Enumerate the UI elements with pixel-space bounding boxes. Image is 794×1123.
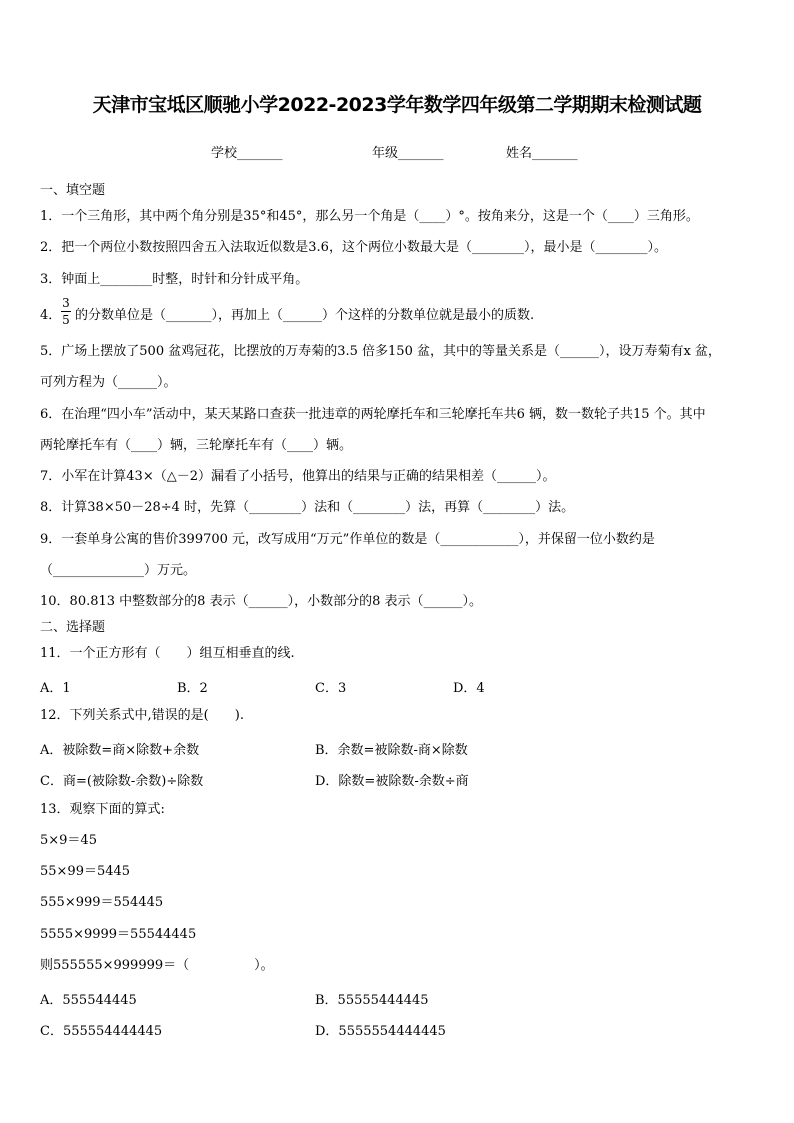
question-12: 12．下列关系式中,错误的是( ). — [40, 708, 244, 723]
q12-option-b: B．余数=被除数-商×除数 — [315, 743, 468, 758]
name-field: 姓名_______ — [506, 146, 578, 161]
q13-option-c: C．555554444445 — [40, 1024, 163, 1039]
q11-option-c: C．3 — [315, 681, 347, 696]
q13-equation-4: 5555×9999＝55544445 — [40, 927, 197, 942]
grade-field: 年级_______ — [372, 146, 444, 161]
question-6-line-1: 6．在治理“四小车”活动中，某天某路口查获一批违章的两轮摩托车和三轮摩托车共6 辆，数一数轮子共15 个。其中 — [40, 407, 706, 422]
question-13: 13．观察下面的算式: — [40, 802, 165, 817]
q11-option-a: A．1 — [40, 681, 71, 696]
q13-question: 则555555×999999＝（ ）。 — [40, 958, 274, 973]
q13-option-a: A．555544445 — [40, 993, 137, 1008]
question-3: 3．钟面上________时整，时针和分针成平角。 — [40, 272, 309, 287]
question-2: 2．把一个两位小数按照四舍五入法取近似数是3.6，这个两位小数最大是（________），最小是（________）。 — [40, 240, 667, 255]
question-6-line-2: 两轮摩托车有（____）辆，三轮摩托车有（____）辆。 — [40, 438, 353, 453]
q12-option-a: A．被除数=商×除数+余数 — [40, 743, 200, 758]
question-7: 7．小军在计算43×（△－2）漏看了小括号，他算出的结果与正确的结果相差（______）。 — [40, 469, 556, 484]
q13-equation-1: 5×9＝45 — [40, 833, 97, 848]
question-10: 10．80.813 中整数部分的8 表示（______），小数部分的8 表示（______）。 — [40, 594, 482, 609]
question-5-line-2: 可列方程为（______）。 — [40, 375, 177, 390]
question-11: 11．一个正方形有（ ）组互相垂直的线. — [40, 646, 295, 661]
section-fill-heading: 一、填空题 — [40, 183, 106, 198]
fraction-numerator: 3 — [62, 296, 70, 310]
q12-option-c: C．商=(被除数-余数)÷除数 — [40, 774, 204, 789]
question-5-line-1: 5．广场上摆放了500 盆鸡冠花，比摆放的万寿菊的3.5 倍多150 盆，其中的等量关系是（______），设万寿菊有x 盆， — [40, 344, 721, 359]
q13-equation-2: 55×99＝5445 — [40, 864, 131, 879]
q13-option-d: D．5555554444445 — [315, 1024, 446, 1039]
school-field: 学校_______ — [211, 146, 283, 161]
fraction-denominator: 5 — [62, 313, 70, 327]
question-4-number: 4． — [40, 308, 62, 323]
question-9-line-2: （______________）万元。 — [40, 563, 197, 578]
q12-option-d: D．除数=被除数-余数÷商 — [315, 774, 469, 789]
question-1: 1．一个三角形，其中两个角分别是35°和45°，那么另一个角是（____）°。按角来分，这是一个（____）三角形。 — [40, 209, 699, 224]
q11-option-b: B．2 — [177, 681, 208, 696]
q13-equation-3: 555×999＝554445 — [40, 895, 164, 910]
fraction-three-fifths — [61, 296, 71, 327]
question-4-text: 的分数单位是（_______），再加上（______）个这样的分数单位就是最小的质数. — [75, 308, 535, 323]
page-title: 天津市宝坻区顺驰小学2022-2023学年数学四年级第二学期期末检测试题 — [92, 94, 702, 116]
q13-option-b: B．55555444445 — [315, 993, 429, 1008]
question-8: 8．计算38×50－28÷4 时，先算（________）法和（________）法，再算（________）法。 — [40, 500, 575, 515]
section-choice-heading: 二、选择题 — [40, 620, 106, 635]
question-9-line-1: 9．一套单身公寓的售价399700 元，改写成用“万元”作单位的数是（____________），并保留一位小数约是 — [40, 532, 655, 547]
q11-option-d: D．4 — [453, 681, 485, 696]
